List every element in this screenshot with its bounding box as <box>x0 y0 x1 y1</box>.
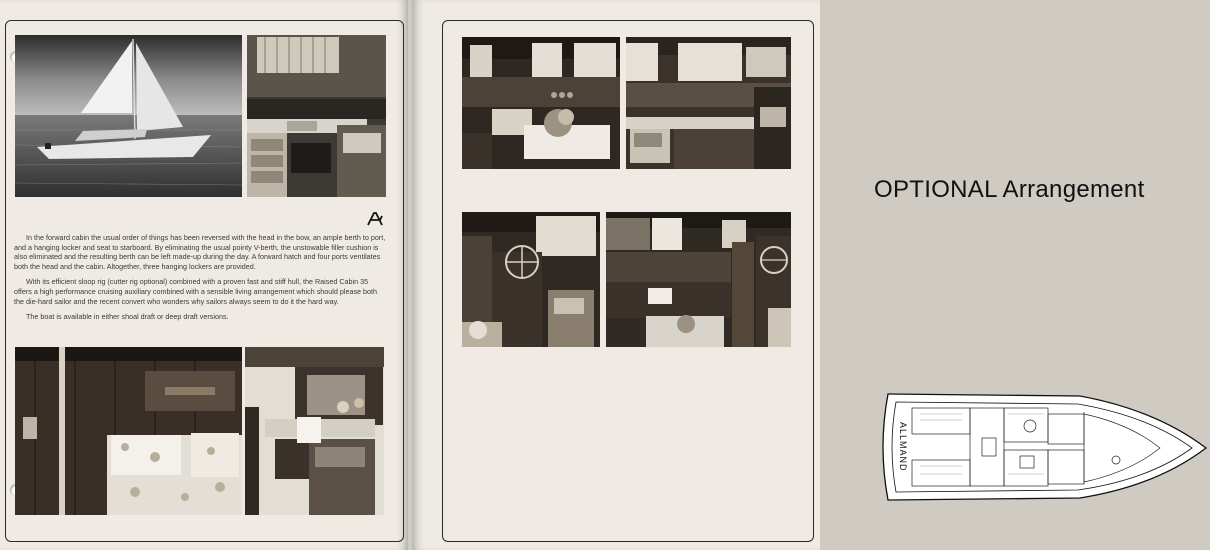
body-paragraph: In the forward cabin the usual order of things has been reversed with the head in the bow, an ample berth to port, and a hanging locker and seat to starboard. By eliminating the usual pointy V-berth, the unstowable filler cushion is also eliminated and the resulting berth can be left made-up during the day. A forward hatch and four ports ventilates both the head and the cabin. Altogether, three hanging lockers are provided. <box>14 233 386 271</box>
deck-plan-drawing <box>870 384 1210 508</box>
companionway-photo <box>462 212 600 347</box>
brand-logo-icon <box>366 212 384 226</box>
right-page <box>412 0 1145 550</box>
left-page <box>0 0 408 550</box>
salon-dining-photo <box>462 37 620 169</box>
section-heading: OPTIONAL Arrangement <box>874 176 1145 203</box>
salon-settee-photo <box>606 212 791 347</box>
forward-cabin-photo <box>15 347 242 515</box>
body-paragraph: With its efficient sloop rig (cutter rig optional) combined with a proven fast and stiff hull, the Raised Cabin 35 offers a high performance cruising auxiliary combined with a sensible living arrangement which should please both the die-hard sailor and the recent convert who wonders why sailors always seem to do it the hard way. <box>14 277 378 306</box>
sailboat-photo <box>15 35 242 197</box>
galley-counter-photo <box>626 37 791 169</box>
body-paragraph: The boat is available in either shoal draft or deep draft versions. <box>26 312 229 322</box>
body-text <box>14 233 386 328</box>
galley-photo <box>247 35 386 197</box>
transom-name-text: ALLMAND <box>898 422 908 472</box>
head-photo <box>245 347 384 515</box>
